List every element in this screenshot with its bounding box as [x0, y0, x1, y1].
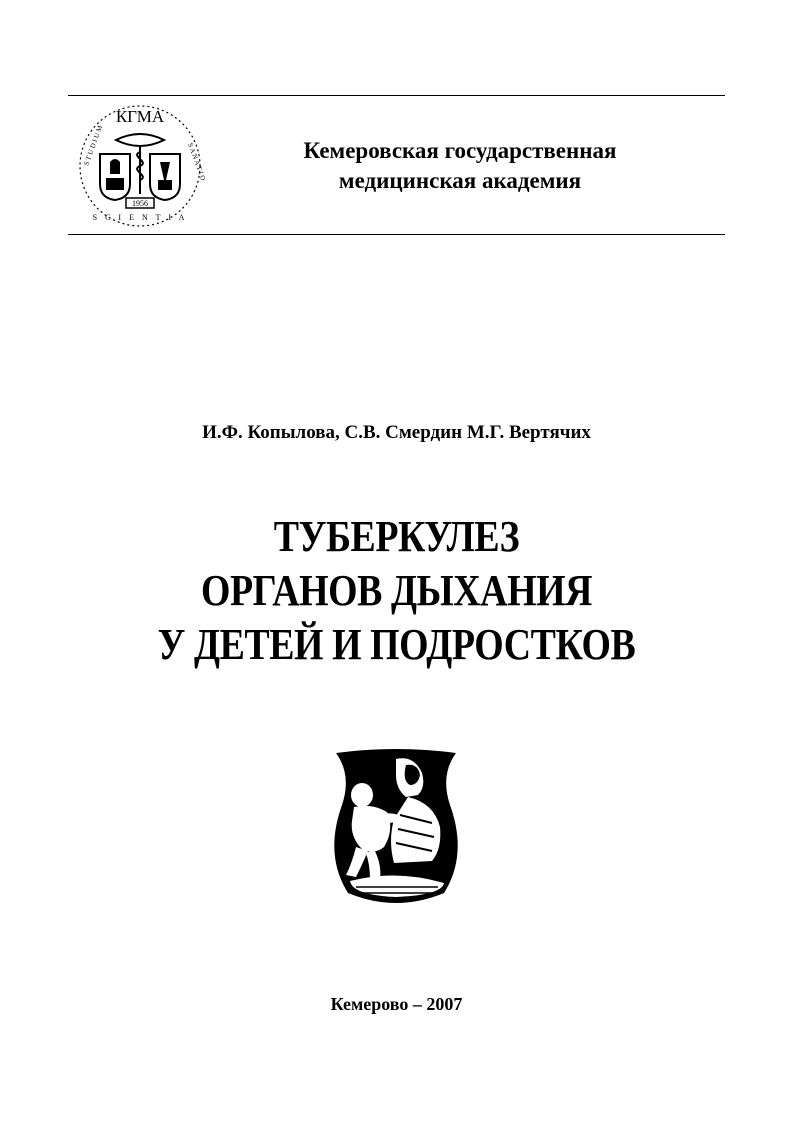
imprint: Кемерово – 2007 [330, 994, 463, 1014]
header-bottom-rule [68, 234, 725, 235]
academy-name [250, 136, 670, 196]
academy-name-line-2: медицинская академия [338, 168, 582, 193]
academy-emblem-icon [76, 100, 208, 228]
book-title-line-3: У ДЕТЕЙ И ПОДРОСТКОВ [157, 620, 636, 669]
header-top-rule [68, 95, 725, 96]
emblem-abbrev-text: КГМА [115, 107, 165, 126]
book-title [56, 510, 738, 672]
book-title-line-1: ТУБЕРКУЛЕЗ [273, 512, 520, 561]
authors: И.Ф. Копылова, С.В. Смердин М.Г. Вертячих [202, 422, 591, 443]
book-title-line-2: ОРГАНОВ ДЫХАНИЯ [200, 566, 592, 615]
mother-and-child-icon [322, 745, 470, 913]
emblem-year-text: 1956 [132, 199, 148, 208]
svg-text:S C I E N T I A: S C I E N T I A [92, 213, 188, 222]
svg-text:S T U D I U M: S T U D I U M [82, 124, 105, 167]
svg-text:S A N A T I O: S A N A T I O [186, 141, 208, 182]
academy-name-line-1: Кемеровская государственная [303, 138, 617, 163]
